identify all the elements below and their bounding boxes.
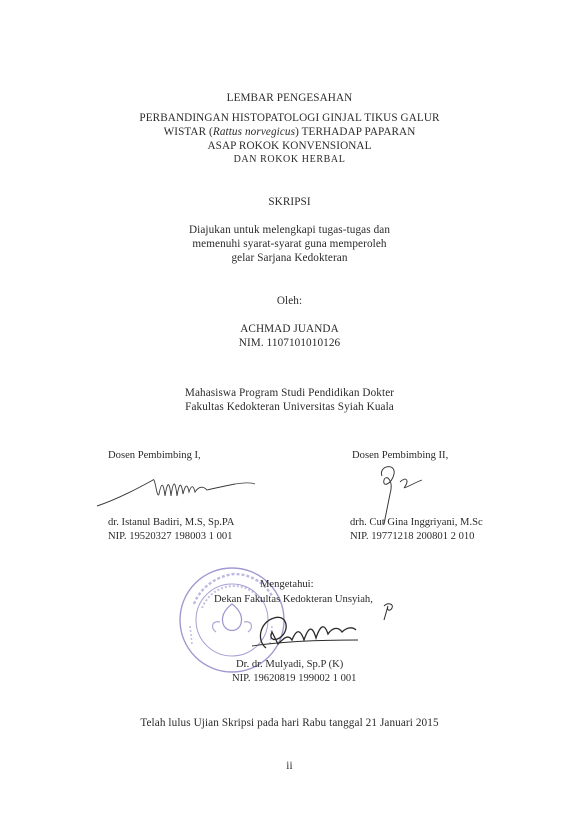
title-line-2 [0,125,579,139]
approval-role: Dekan Fakultas Kedokteran Unsyiah, [214,594,373,605]
purpose-line-3: gelar Sarjana Kedokteran [231,252,348,264]
program-line-1: Mahasiswa Program Studi Pendidikan Dokter [184,387,395,399]
author-name: ACHMAD JUANDA [240,323,339,335]
title-line-2-pre: WISTAR ( [163,126,213,138]
title-line-1: PERBANDINGAN HISTOPATOLOGI GINJAL TIKUS GALUR [139,112,440,124]
purpose [0,223,579,265]
footer-statement: Telah lulus Ujian Skripsi pada hari Rabu tanggal 21 Januari 2015 [140,717,439,729]
purpose-line-2: memenuhi syarat-syarat guna memperoleh [192,238,387,250]
approval-name: Dr. dr. Mulyadi, Sp.P (K) [236,659,344,670]
program-block [0,386,579,414]
supervisor1-role: Dosen Pembimbing I, [108,450,201,461]
supervisor1-signature [95,470,265,510]
title-species: Rattus norvegicus [212,126,296,138]
thesis-title [0,111,579,153]
page-header: LEMBAR PENGESAHAN [226,92,353,104]
author-block [0,322,579,350]
doc-type: SKRIPSI [268,196,311,208]
page-number: ii [286,760,293,772]
approval-nip: NIP. 19620819 199002 1 001 [232,673,357,684]
title-line-3: ASAP ROKOK KONVENSIONAL [207,140,372,152]
dean-signature [238,600,388,660]
supervisor2-name: drh. Cut Gina Inggriyani, M.Sc [350,517,483,528]
author-nim: NIM. 1107101010126 [238,337,341,349]
purpose-line-1: Diajukan untuk melengkapi tugas-tugas dan [188,224,391,236]
supervisor1-name: dr. Istanul Badiri, M.S, Sp.PA [108,517,235,528]
approval-label: Mengetahui: [260,579,314,590]
program-line-2: Fakultas Kedokteran Universitas Syiah Kuala [185,401,394,413]
supervisor1-nip: NIP. 19520327 198003 1 001 [108,531,233,542]
title-line-2-post: ) TERHADAP PAPARAN [295,126,416,138]
supervisor2-nip: NIP. 19771218 200801 2 010 [350,531,475,542]
by-label: Oleh: [276,295,303,307]
title-line-4: DAN ROKOK HERBAL [233,154,346,165]
supervisor2-role: Dosen Pembimbing II, [352,450,449,461]
